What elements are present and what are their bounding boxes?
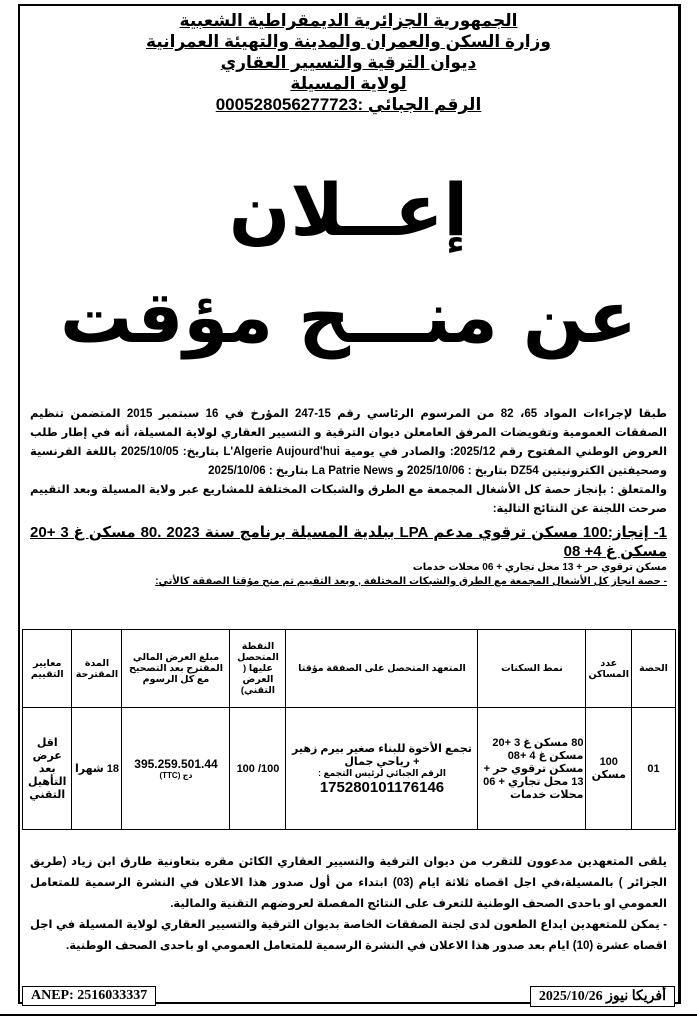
bottom-rule xyxy=(0,1014,697,1016)
cell-amount xyxy=(122,708,230,830)
invitation-paragraph: يلقى المتعهدين مدعوون للتقرب من ديوان الترقية والتسيير العقاري الكائن مقره بتعاونية طارق ابن زياد (طريق الجزائر ) بالمسيلة،في اجل اقصاه ثلاثة ايام (03) ابتداء من أول صدور هذا الاعلان في النشرة الرسمية للمتعامل العمومي او باحدى الصحف الوطنية للتعرف على النتائج المفصلة لعروضهم التقنية والمالية. xyxy=(30,856,667,910)
lot-title: 1- إنجاز:100 مسكن ترقوي مدعم LPA ببلدية المسيلة برنامج سنة 2023 .80 مسكن غ 3 +20 مسكن غ 4+ 08 xyxy=(30,524,668,560)
office-title: ديوان الترقية والتسيير العقاري xyxy=(220,53,477,72)
announcement-subtitle: عن منـــح مؤقت xyxy=(60,275,637,359)
publication-date: أفريكا نيوز 2025/10/26 xyxy=(530,986,675,1007)
cell-lot: 01 xyxy=(632,708,676,830)
table-header-row xyxy=(23,630,676,708)
col-criteria: معايير التقييم xyxy=(23,630,72,708)
amount-unit: دج (TTC) xyxy=(159,771,193,780)
cell-criteria: اقل عرض بعد التأهيل التقني xyxy=(23,708,72,830)
province-title: لولاية المسيلة xyxy=(290,74,407,93)
footer-text xyxy=(30,852,667,957)
table-row xyxy=(23,708,676,830)
appeal-paragraph: - يمكن للمتعهدين ايداع الطعون لدى لجنة الصفقات الخاصة بديوان الترقية والتسيير العقاري لولاية المسيلة في اجل اقصاه عشرة (10) ايام بعد صدور هذا الاعلان في النشرة الرسمية للمتعامل العمومي او باحدى الصحف الوطنية. xyxy=(30,919,667,952)
col-amount: مبلغ العرض المالي المقترح بعد التصحيح مع كل الرسوم xyxy=(122,630,230,708)
col-score: النقطة المتحصل عليها ( العرض التقني) xyxy=(230,630,286,708)
cell-units: 100 مسكن xyxy=(586,708,632,830)
col-units: عدد المساكن xyxy=(586,630,632,708)
intro-paragraph: طبقا لإجراءات المواد 65، 82 من المرسوم الرئاسي رقم 15-247 المؤرخ في 16 سبتمبر 2015 المتضمن تنظيم الصفقات العمومية وتفويضات المرفق العامعلن ديوان الترقية و التسيير العقاري لولاية المسيلة، أنه في إطار طلب العروض الوطني المفتوح رقم 2025/12: والصادر في يومية L'Algerie Aujourd'hui بتاريخ: 2025/10/05 باللغة الفرنسية وصحيفتين الكترونيتين DZ54 بتاريخ : 2025/10/06 و La Patrie News بتاريخ : 2025/10/06 xyxy=(30,408,668,477)
col-lot: الحصة xyxy=(632,630,676,708)
cell-duration: 18 شهرا xyxy=(72,708,122,830)
anep-number: ANEP: 2516033337 xyxy=(22,986,156,1006)
cell-score: 100/ 100 xyxy=(230,708,286,830)
announcement-title: إعــلان xyxy=(228,168,469,252)
cell-bidder xyxy=(286,708,478,830)
bidder-name: تجمع الأخوة للبناء صغير بيرم زهير + رياحي جمال xyxy=(292,742,472,768)
amount-value: 395.259.501.44 xyxy=(134,757,218,771)
col-bidder: المتعهد المتحصل على الصفقة مؤقتا xyxy=(286,630,478,708)
lot-note: - حصة انجاز كل الأشغال المجمعة مع الطرق والشبكات المختلفة , وبعد التقييم تم منح مؤقتا الصفقة كالأتي: xyxy=(155,576,667,587)
cell-type: 80 مسكن غ 3 +20 مسكن غ 4 +08 مسكن ترقوي حر + 13 محل تجاري + 06 محلات خدمات xyxy=(478,708,586,830)
award-table xyxy=(22,629,676,830)
fiscal-id: الرقم الجبائي :000528056277723 xyxy=(215,95,482,114)
col-duration: المدة المقترحة xyxy=(72,630,122,708)
ministry-title: وزارة السكن والعمران والمدينة والتهيئة العمرانية xyxy=(146,32,551,51)
body-text xyxy=(30,405,667,589)
bidder-id: 175280101176146 xyxy=(319,778,445,796)
col-type: نمط السكنات xyxy=(478,630,586,708)
subject-paragraph: والمتعلق : بإنجاز حصة كل الأشغال المجمعة مع الطرق والشبكات المختلفة للمشاريع عبر ولاية المسيلة وبعد التقييم صرحت اللجنة عن النتائج التالية: xyxy=(30,484,667,515)
header xyxy=(0,10,697,115)
republic-title: الجمهورية الجزائرية الديمقراطية الشعبية xyxy=(179,11,518,30)
lot-detail: مسكن ترقوي حر + 13 محل تجاري + 06 محلات خدمات xyxy=(412,562,667,573)
bidder-id-label: الرقم الجبائي لرئيس التجمع : xyxy=(317,767,447,778)
